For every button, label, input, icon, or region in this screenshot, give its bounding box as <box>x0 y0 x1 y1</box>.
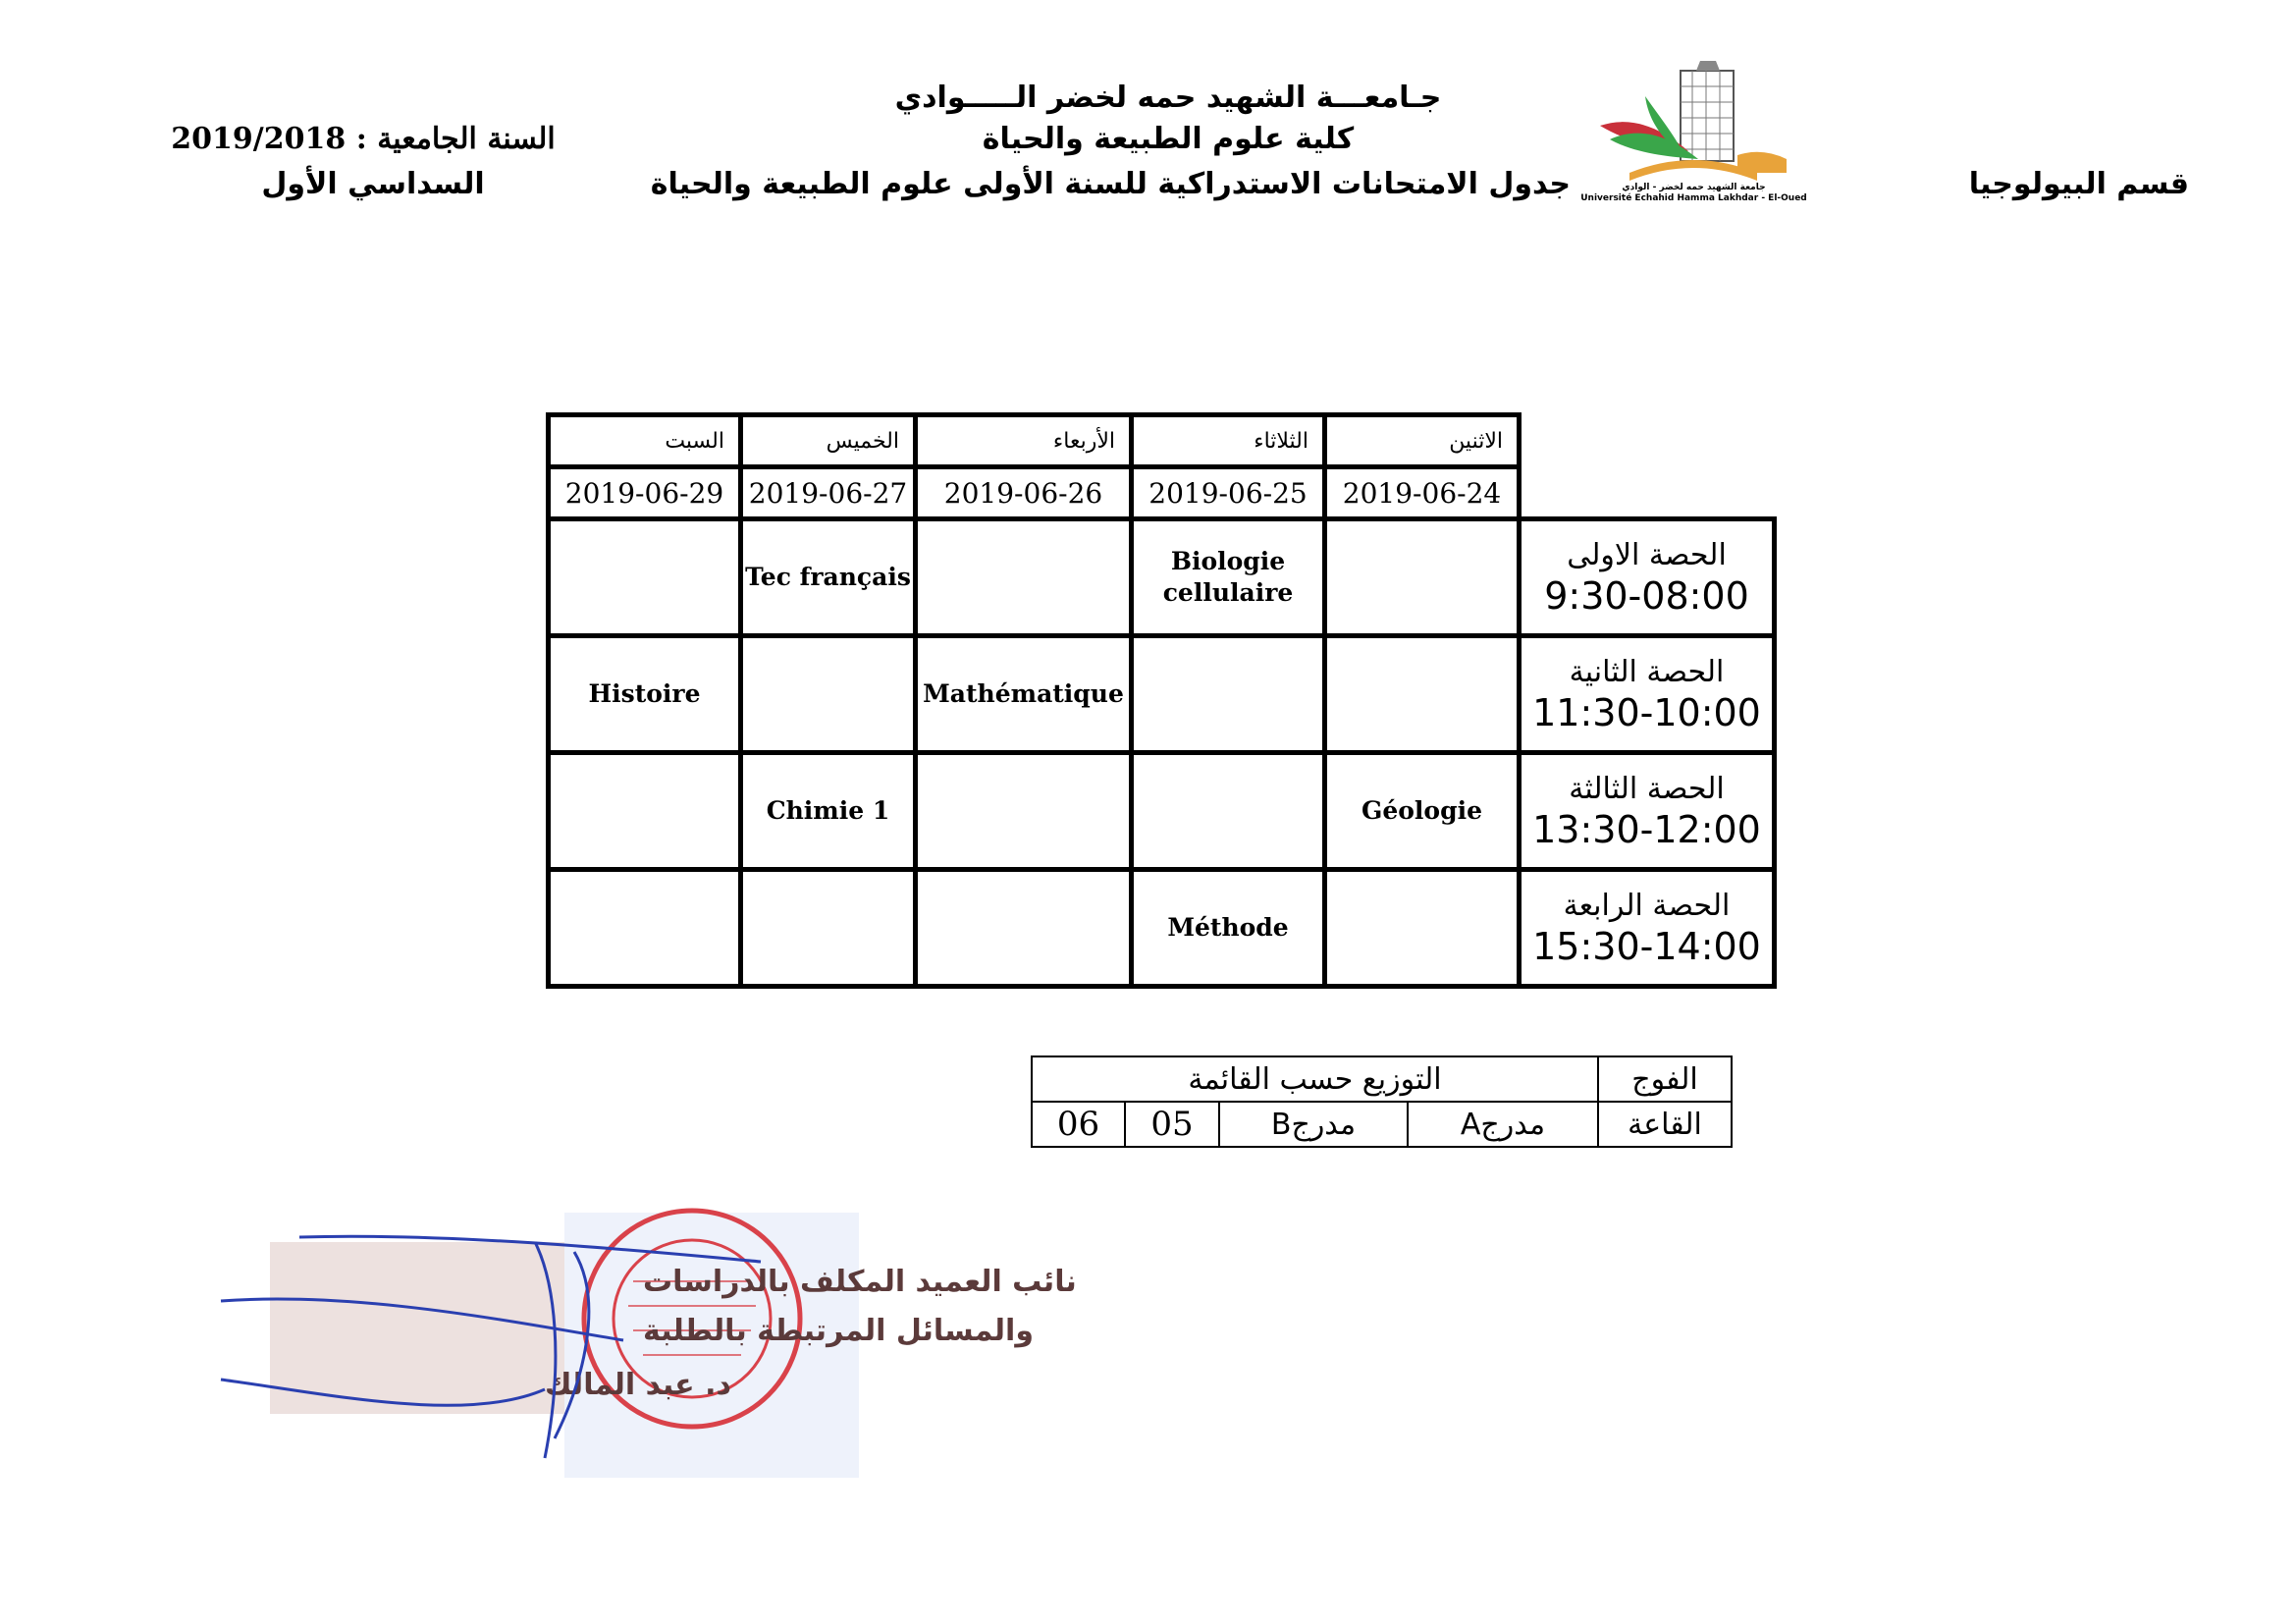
exam-cell <box>549 519 741 636</box>
exam-schedule-title: جدول الامتحانات الاستدراكية للسنة الأولى علوم الطبيعة والحياة <box>650 167 1571 201</box>
exam-cell <box>1325 870 1520 987</box>
slot-row-3 <box>549 753 1775 870</box>
svg-text:والمسائل المرتبطة بالطلبة: والمسائل المرتبطة بالطلبة <box>643 1314 1034 1348</box>
exam-cell: Chimie 1 <box>741 753 916 870</box>
logo-caption: جامعة الشهيد حمه لخضر - الوادي Université Echahid Hamma Lakhdar - El-Oued <box>1580 183 1807 203</box>
svg-text:د. عبد المالك: د. عبد المالك <box>545 1368 731 1402</box>
exam-schedule-table <box>546 412 1777 989</box>
dates-row <box>549 467 1775 519</box>
slot-label: الحصة الثانية 11:30-10:00 <box>1520 636 1775 753</box>
exam-cell: Mathématique <box>916 636 1132 753</box>
room-cell: 05 <box>1125 1102 1219 1147</box>
slot-row-1 <box>549 519 1775 636</box>
days-row <box>549 415 1775 467</box>
exam-cell: Biologie cellulaire <box>1132 519 1325 636</box>
exam-cell <box>549 870 741 987</box>
exam-cell <box>741 636 916 753</box>
distribution-label: التوزيع حسب القائمة <box>1032 1056 1598 1102</box>
exam-cell <box>1325 519 1520 636</box>
exam-cell <box>1132 753 1325 870</box>
day-wednesday: الأربعاء <box>916 415 1132 467</box>
room-cell: 06 <box>1032 1102 1125 1147</box>
exam-cell <box>1325 636 1520 753</box>
exam-cell: Histoire <box>549 636 741 753</box>
day-monday: الاثنين <box>1325 415 1520 467</box>
faculty-name: كلية علوم الطبيعة والحياة <box>982 122 1355 156</box>
date-cell: 2019-06-26 <box>916 467 1132 519</box>
exam-cell <box>741 870 916 987</box>
university-name: جـامعـــة الشهيد حمه لخضر الـــــوادي <box>894 81 1442 115</box>
slot-row-4 <box>549 870 1775 987</box>
exam-cell <box>549 753 741 870</box>
exam-cell: Tec français <box>741 519 916 636</box>
date-cell: 2019-06-25 <box>1132 467 1325 519</box>
department-name: قسم البيولوجيا <box>1968 167 2189 201</box>
official-stamp-signature <box>211 1183 1077 1478</box>
slot-label: الحصة الثالثة 13:30-12:00 <box>1520 753 1775 870</box>
exam-cell: Géologie <box>1325 753 1520 870</box>
exam-cell <box>916 753 1132 870</box>
exam-cell <box>916 519 1132 636</box>
slot-label: الحصة الاولى 9:30-08:00 <box>1520 519 1775 636</box>
exam-cell: Méthode <box>1132 870 1325 987</box>
slot-label: الحصة الرابعة 15:30-14:00 <box>1520 870 1775 987</box>
date-cell: 2019-06-29 <box>549 467 741 519</box>
semester: السداسي الأول <box>261 167 485 201</box>
academic-year: السنة الجامعية : 2019/2018 <box>171 122 556 156</box>
room-label: القاعة <box>1598 1102 1732 1147</box>
date-cell: 2019-06-24 <box>1325 467 1520 519</box>
group-label: الفوج <box>1598 1056 1732 1102</box>
svg-text:نائب العميد المكلف بالدراسات: نائب العميد المكلف بالدراسات <box>643 1265 1077 1299</box>
date-cell: 2019-06-27 <box>741 467 916 519</box>
day-tuesday: الثلاثاء <box>1132 415 1325 467</box>
exam-cell <box>1132 636 1325 753</box>
room-cell: مدرجB <box>1219 1102 1408 1147</box>
slot-row-2 <box>549 636 1775 753</box>
room-distribution-table <box>1031 1056 1733 1148</box>
room-cell: مدرجA <box>1408 1102 1598 1147</box>
day-thursday: الخميس <box>741 415 916 467</box>
day-saturday: السبت <box>549 415 741 467</box>
exam-cell <box>916 870 1132 987</box>
